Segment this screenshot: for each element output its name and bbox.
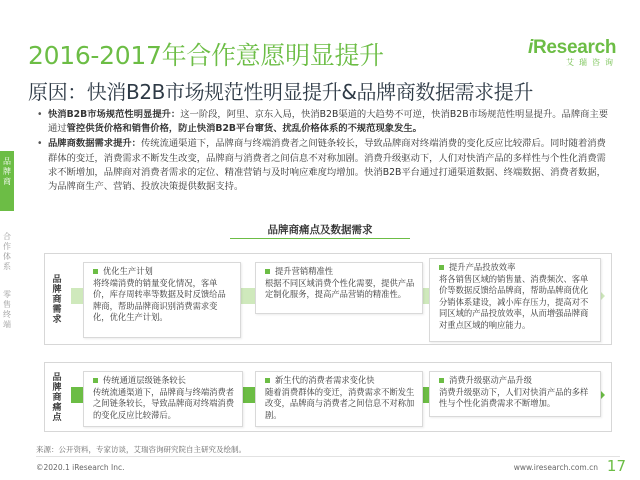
square-bullet-icon [439, 265, 444, 270]
need-card: 优化生产计划 将终端消费的销量变化情况，客单价，库存周转率等数据及时反馈给品牌商，帮助品牌商识别消费需求变化，优化生产计划。 [83, 262, 241, 338]
bullet-item: • 品牌商数据需求提升：传统流通渠道下，品牌商与终端消费者之间链条较长，导致品牌商对终端消费的变化反应比较滞后。同时随着消费群体的变迁，消费需求不断发生改变，品牌商与消费者之间信息不对称加剧。消费升级驱动下，人们对快消产品的多样性与个性化消费需求不断增加，品牌商对消费者需求的定位、精准营销与及时响应难度均增加。快消B2B平台通过打通渠道数据、终端数据、消费者数据，为品牌商生产、营销、投放决策提供数据支持。 [37, 138, 606, 193]
website-link[interactable]: www.iresearch.com.cn [513, 463, 598, 472]
copyright: ©2020.1 iResearch Inc. [36, 463, 125, 472]
brand-pain-section [44, 362, 612, 432]
diagram-title: 品牌商痛点及数据需求 [267, 224, 373, 236]
iresearch-logo [528, 37, 618, 68]
pain-card: 传统通道层级链条较长 传统流通渠道下，品牌商与终端消费者之间链条较长，导致品牌商对终端消费的变化反应比较滞后。 [83, 371, 243, 427]
bullet-dot-icon: • [37, 109, 43, 120]
logo-subtitle: 艾瑞咨询 [566, 58, 618, 67]
side-tab-cooperation[interactable]: 合作体系 [3, 232, 11, 271]
square-bullet-icon [265, 269, 270, 274]
footer-divider [36, 456, 620, 457]
logo-wordmark: iResearch [528, 37, 617, 58]
section-label: 品牌商痛点 [50, 372, 61, 422]
page-subtitle: 原因：快消B2B市场规范性明显提升&品牌商数据需求提升 [28, 80, 533, 104]
need-card: 提升产品投放效率 将各销售区域的销售量、消费频次、客单价等数据反馈给品牌商，帮助品牌商优化分销体系建设，减小库存压力，提高对不同区域的产品投放效率，从而增强品牌商对重点区域的响应能力。 [429, 258, 601, 342]
side-tab-retail[interactable]: 零售终端 [3, 290, 11, 329]
source-note: 来源：公开资料，专家访谈，艾瑞咨询研究院自主研究及绘制。 [36, 445, 246, 454]
diagram-title-underline [230, 238, 410, 239]
need-card: 提升营销精准性 根据不同区域消费个性化需要，提供产品定制化服务，提高产品营销的精准性。 [255, 262, 423, 314]
page-title: 2016-2017年合作意愿明显提升 [28, 41, 384, 70]
bullet-item: • 快消B2B市场规范性明显提升：这一阶段，阿里、京东入局，快消B2B渠道的大趋势不可逆，快消B2B市场规范性明显提升。品牌商主要通过管控供货价格和销售价格，防止快消B2B平台窜货、扰乱价格体系的不规范现象发生。 [37, 109, 609, 135]
bullet-list [36, 108, 614, 195]
pain-card: 消费升级驱动产品升级 消费升级驱动下，人们对快消产品的多样性与个性化消费需求不断增加。 [429, 371, 601, 417]
side-tab-brand[interactable]: 品牌商 [0, 151, 14, 211]
bullet-dot-icon: • [37, 138, 43, 150]
section-label: 品牌商需求 [50, 274, 61, 324]
square-bullet-icon [439, 378, 444, 383]
square-bullet-icon [93, 378, 98, 383]
brand-needs-section [44, 253, 612, 345]
square-bullet-icon [265, 378, 270, 383]
square-bullet-icon [93, 269, 98, 274]
page-number: 17 [606, 457, 626, 475]
pain-card: 新生代的消费者需求变化快 随着消费群体的变迁，消费需求不断发生改变，品牌商与消费者之间信息不对称加剧。 [255, 371, 423, 427]
